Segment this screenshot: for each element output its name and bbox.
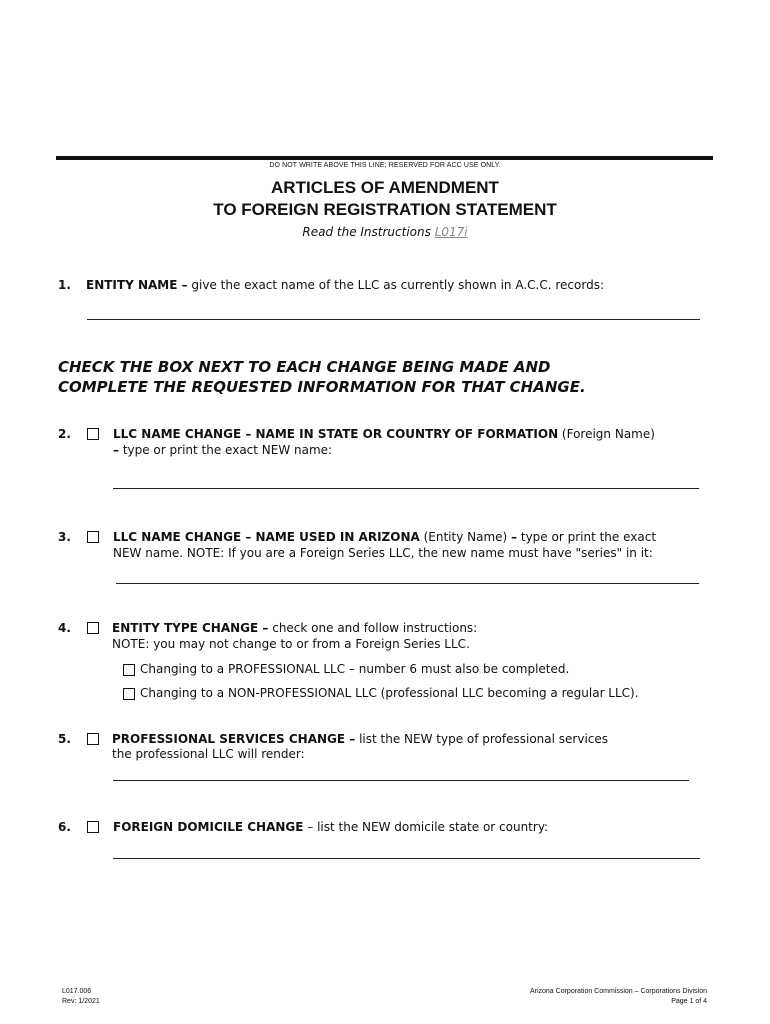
new-domicile-line[interactable] — [113, 858, 700, 859]
check-heading-line2: COMPLETE THE REQUESTED INFORMATION FOR THAT CHANGE. — [58, 378, 586, 396]
section-5-label: PROFESSIONAL SERVICES CHANGE – — [112, 732, 356, 746]
instructions-link[interactable]: L017i — [434, 225, 468, 239]
professional-services-change-checkbox[interactable] — [87, 733, 99, 745]
arizona-name-change-checkbox[interactable] — [87, 531, 99, 543]
professional-services-line[interactable] — [113, 780, 689, 781]
form-title-line2: TO FOREIGN REGISTRATION STATEMENT — [213, 200, 557, 219]
check-heading-line1: CHECK THE BOX NEXT TO EACH CHANGE BEING MADE AND — [58, 358, 551, 376]
section-4-prompt — [112, 620, 477, 636]
section-2-line2-text: type or print the exact NEW name: — [119, 443, 333, 457]
reserved-note: DO NOT WRITE ABOVE THIS LINE; RESERVED FOR ACC USE ONLY. — [269, 162, 501, 169]
footer-agency: Arizona Corporation Commission – Corporations Division — [529, 988, 707, 995]
section-1-prompt — [86, 277, 604, 293]
section-5-prompt-line2: the professional LLC will render: — [112, 747, 305, 761]
form-title-line1: ARTICLES OF AMENDMENT — [271, 178, 499, 197]
section-3-text1: (Entity Name) — [419, 530, 512, 544]
entity-name-line[interactable] — [87, 319, 700, 320]
foreign-name-change-checkbox[interactable] — [87, 428, 99, 440]
footer-form-code: L017.006 — [62, 988, 92, 995]
section-2-text: (Foreign Name) — [558, 427, 655, 441]
section-5-text: list the NEW type of professional services — [355, 732, 609, 746]
section-4-text: check one and follow instructions: — [268, 621, 478, 635]
section-5-number: 5. — [58, 732, 71, 746]
section-2-label: LLC NAME CHANGE – NAME IN STATE OR COUNTRY OF FORMATION — [113, 427, 559, 441]
footer-revision: Rev: 1/2021 — [62, 998, 100, 1005]
section-1-text: give the exact name of the LLC as currently shown in A.C.C. records: — [187, 278, 604, 292]
section-3-dash: – — [511, 530, 518, 544]
section-4-note: NOTE: you may not change to or from a Foreign Series LLC. — [112, 637, 470, 651]
non-professional-llc-checkbox[interactable] — [123, 688, 135, 700]
section-4-label: ENTITY TYPE CHANGE – — [112, 621, 269, 635]
section-3-number: 3. — [58, 530, 71, 544]
section-6-prompt — [113, 819, 548, 835]
section-2-number: 2. — [58, 427, 71, 441]
section-4-number: 4. — [58, 621, 71, 635]
instructions-prefix: Read the Instructions — [302, 225, 435, 239]
new-foreign-name-line[interactable] — [113, 488, 699, 489]
section-5-prompt — [112, 731, 608, 747]
section-3-text2: type or print the exact — [517, 530, 657, 544]
non-professional-llc-option-label: Changing to a NON-PROFESSIONAL LLC (professional LLC becoming a regular LLC). — [140, 686, 639, 700]
section-2-dash: – — [113, 443, 119, 457]
foreign-domicile-change-checkbox[interactable] — [87, 821, 99, 833]
professional-llc-checkbox[interactable] — [123, 664, 135, 676]
footer-page-number: Page 1 of 4 — [671, 998, 707, 1005]
section-2-prompt-line2 — [113, 442, 332, 458]
section-6-label: FOREIGN DOMICILE CHANGE — [113, 820, 304, 834]
section-3-prompt — [113, 529, 656, 545]
new-arizona-name-line[interactable] — [116, 583, 699, 584]
section-2-prompt — [113, 426, 655, 442]
section-1-label: ENTITY NAME – — [86, 278, 188, 292]
section-6-text: – list the NEW domicile state or country: — [303, 820, 549, 834]
instructions-note — [0, 225, 770, 239]
section-6-number: 6. — [58, 820, 71, 834]
professional-llc-option-label: Changing to a PROFESSIONAL LLC – number 6 must also be completed. — [140, 662, 570, 676]
section-3-label: LLC NAME CHANGE – NAME USED IN ARIZONA — [113, 530, 420, 544]
entity-type-change-checkbox[interactable] — [87, 622, 99, 634]
section-1-number: 1. — [58, 278, 71, 292]
section-3-note: NEW name. NOTE: If you are a Foreign Series LLC, the new name must have "series" in it: — [113, 546, 653, 560]
top-divider-rule — [56, 156, 713, 160]
